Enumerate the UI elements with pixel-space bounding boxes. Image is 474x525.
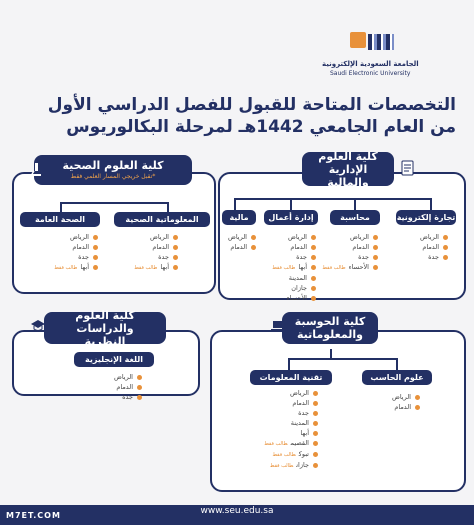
computing-college-title — [282, 312, 378, 344]
bullet-dot-icon — [443, 235, 448, 240]
campus-name: أبها — [298, 263, 307, 271]
bullet-dot-icon — [373, 265, 378, 270]
campus-item — [28, 262, 98, 273]
campus-note: طالب فقط — [134, 265, 158, 271]
campus-name: جدة — [296, 253, 307, 261]
campus-name: الرياض — [287, 233, 307, 241]
campus-item — [240, 398, 318, 408]
bullet-dot-icon — [443, 245, 448, 250]
campus-name: جدة — [428, 253, 439, 261]
campus-name: جدة — [298, 409, 309, 417]
campus-item — [392, 242, 448, 252]
campus-name: جدة — [358, 253, 369, 261]
microscope-icon — [28, 162, 44, 178]
bullet-dot-icon — [311, 296, 316, 301]
dept-health-informatics: المعلوماتية الصحية — [114, 212, 210, 227]
campus-item — [240, 460, 318, 471]
report-icon — [400, 160, 416, 176]
bullet-dot-icon — [313, 452, 318, 457]
campus-name: الدمام — [292, 399, 309, 407]
campus-name: الدمام — [152, 243, 169, 251]
campus-item — [318, 232, 378, 242]
campus-item — [108, 262, 178, 273]
campus-name: جازان — [296, 461, 309, 469]
campus-item — [240, 418, 318, 428]
bullet-dot-icon — [311, 286, 316, 291]
campus-item — [256, 252, 316, 262]
dept-computer-science: علوم الحاسب — [362, 370, 432, 385]
campus-item — [256, 232, 316, 242]
campus-list-ecommerce — [392, 232, 448, 262]
bullet-dot-icon — [173, 255, 178, 260]
campus-note: طالب فقط — [264, 441, 288, 447]
dept-accounting: محاسبة — [330, 210, 380, 225]
campus-item — [108, 242, 178, 252]
health-college-note: *تقبل خريجي المسار العلمي فقط — [70, 173, 156, 180]
campus-item — [392, 252, 448, 262]
bullet-dot-icon — [311, 276, 316, 281]
campus-item — [72, 382, 142, 392]
bullet-dot-icon — [373, 235, 378, 240]
computing-connector — [288, 358, 396, 360]
campus-list-accounting — [318, 232, 378, 273]
campus-item — [256, 242, 316, 252]
campus-name: الأحساء — [286, 294, 307, 302]
health-connector — [60, 202, 168, 204]
dept-finance: مالية — [222, 210, 256, 225]
campus-name: الدمام — [290, 243, 307, 251]
campus-name: الرياض — [349, 233, 369, 241]
bullet-dot-icon — [93, 265, 98, 270]
campus-item — [256, 262, 316, 273]
watermark: M7ET.COM — [6, 511, 61, 520]
campus-name: الأحساء — [348, 263, 369, 271]
campus-item — [318, 242, 378, 252]
bullet-dot-icon — [313, 431, 318, 436]
bullet-dot-icon — [173, 235, 178, 240]
bullet-dot-icon — [137, 385, 142, 390]
business-college-title — [302, 149, 394, 189]
bullet-dot-icon — [313, 441, 318, 446]
campus-item — [216, 232, 256, 242]
bullet-dot-icon — [443, 255, 448, 260]
page-title-line2: من العام الجامعي 1442هـ لمرحلة البكالوريوس — [66, 117, 456, 137]
campus-list-health-informatics — [108, 232, 178, 273]
campus-name: جازان — [291, 284, 307, 292]
campus-name: الدمام — [394, 403, 411, 411]
humanities-college-name: كلية العلوم والدراسات النظرية — [75, 308, 135, 348]
bullet-dot-icon — [93, 235, 98, 240]
campus-list-finance — [216, 232, 256, 252]
dept-public-health: الصحة العامة — [20, 212, 100, 227]
logo-mark-icon — [350, 32, 366, 48]
bullet-dot-icon — [93, 255, 98, 260]
campus-list-business-admin — [256, 232, 316, 303]
campus-name: أبها — [300, 429, 309, 437]
campus-name: الدمام — [422, 243, 439, 251]
campus-list-computer-science — [360, 392, 420, 412]
campus-note: طالب فقط — [269, 463, 294, 469]
campus-item — [72, 372, 142, 382]
bullet-dot-icon — [313, 401, 318, 406]
bullet-dot-icon — [173, 245, 178, 250]
campus-item — [72, 392, 142, 402]
bullet-dot-icon — [137, 395, 142, 400]
campus-name: المدينة — [290, 419, 309, 427]
campus-name: جدة — [158, 253, 169, 261]
campus-name: أبها — [80, 263, 89, 271]
campus-item — [392, 232, 448, 242]
campus-name: تبوك — [298, 450, 309, 458]
campus-item — [240, 438, 318, 449]
dept-english: اللغة الإنجليزية — [74, 352, 154, 367]
bullet-dot-icon — [173, 265, 178, 270]
campus-item — [256, 273, 316, 283]
campus-item — [360, 392, 420, 402]
campus-item — [318, 252, 378, 262]
bullet-dot-icon — [311, 265, 316, 270]
campus-name: أبها — [160, 263, 169, 271]
health-college-name: كلية العلوم الصحية — [62, 159, 164, 172]
campus-name: الرياض — [419, 233, 439, 241]
campus-name: الرياض — [113, 373, 133, 381]
campus-name: الدمام — [116, 383, 133, 391]
bullet-dot-icon — [313, 411, 318, 416]
campus-item — [240, 449, 318, 460]
bullet-dot-icon — [373, 255, 378, 260]
campus-item — [28, 232, 98, 242]
campus-name: الدمام — [352, 243, 369, 251]
graduation-cap-icon — [30, 318, 46, 334]
campus-name: الرياض — [149, 233, 169, 241]
logo-name: الجامعة السعودية الإلكترونية — [322, 60, 419, 68]
bullet-dot-icon — [373, 245, 378, 250]
logo-name-en: Saudi Electronic University — [330, 70, 411, 77]
bullet-dot-icon — [93, 245, 98, 250]
campus-list-information-technology — [240, 388, 318, 471]
page-title-line1: التخصصات المتاحة للقبول للفصل الدراسي الأول — [47, 95, 456, 115]
bullet-dot-icon — [251, 235, 256, 240]
university-logo — [304, 32, 419, 88]
campus-item — [240, 408, 318, 418]
campus-name: الدمام — [230, 243, 247, 251]
campus-note: طالب فقط — [322, 265, 346, 271]
campus-item — [256, 283, 316, 293]
website-link[interactable]: www.seu.edu.sa — [200, 506, 274, 516]
campus-item — [216, 242, 256, 252]
campus-name: جدة — [122, 393, 133, 401]
campus-name: الرياض — [69, 233, 89, 241]
campus-item — [28, 242, 98, 252]
bullet-dot-icon — [311, 255, 316, 260]
bullet-dot-icon — [313, 391, 318, 396]
campus-name: جدة — [78, 253, 89, 261]
campus-list-public-health — [28, 232, 98, 273]
computing-college-name: كلية الحوسبة والمعلوماتية — [294, 315, 366, 341]
bullet-dot-icon — [251, 245, 256, 250]
bullet-dot-icon — [415, 395, 420, 400]
campus-item — [28, 252, 98, 262]
campus-item — [256, 293, 316, 303]
dept-business-admin: إدارة أعمال — [264, 210, 318, 225]
logo-pixels-icon — [368, 34, 394, 50]
campus-name: الدمام — [72, 243, 89, 251]
campus-item — [240, 388, 318, 398]
campus-name: الرياض — [227, 233, 247, 241]
laptop-icon — [270, 318, 286, 334]
campus-note: طالب فقط — [272, 265, 296, 271]
humanities-college-title — [44, 308, 166, 348]
bullet-dot-icon — [311, 235, 316, 240]
dept-information-technology: تقنية المعلومات — [250, 370, 332, 385]
bullet-dot-icon — [137, 375, 142, 380]
campus-item — [360, 402, 420, 412]
campus-note: طالب فقط — [54, 265, 78, 271]
campus-list-english — [72, 372, 142, 402]
campus-name: الرياض — [391, 393, 411, 401]
business-college-name: كلية العلوم الإدارية والمالية — [318, 149, 378, 189]
campus-item — [108, 232, 178, 242]
campus-item — [318, 262, 378, 273]
campus-item — [240, 428, 318, 438]
campus-name: القصيم — [290, 439, 309, 447]
bullet-dot-icon — [313, 421, 318, 426]
bullet-dot-icon — [311, 245, 316, 250]
bullet-dot-icon — [415, 405, 420, 410]
health-college-title — [34, 155, 192, 185]
business-connector — [234, 198, 430, 200]
bullet-dot-icon — [313, 463, 318, 468]
campus-note: طالب فقط — [272, 452, 296, 458]
dept-ecommerce: تجارة إلكترونية — [396, 210, 456, 225]
campus-name: المدينة — [288, 274, 307, 282]
campus-item — [108, 252, 178, 262]
campus-name: الرياض — [289, 389, 309, 397]
